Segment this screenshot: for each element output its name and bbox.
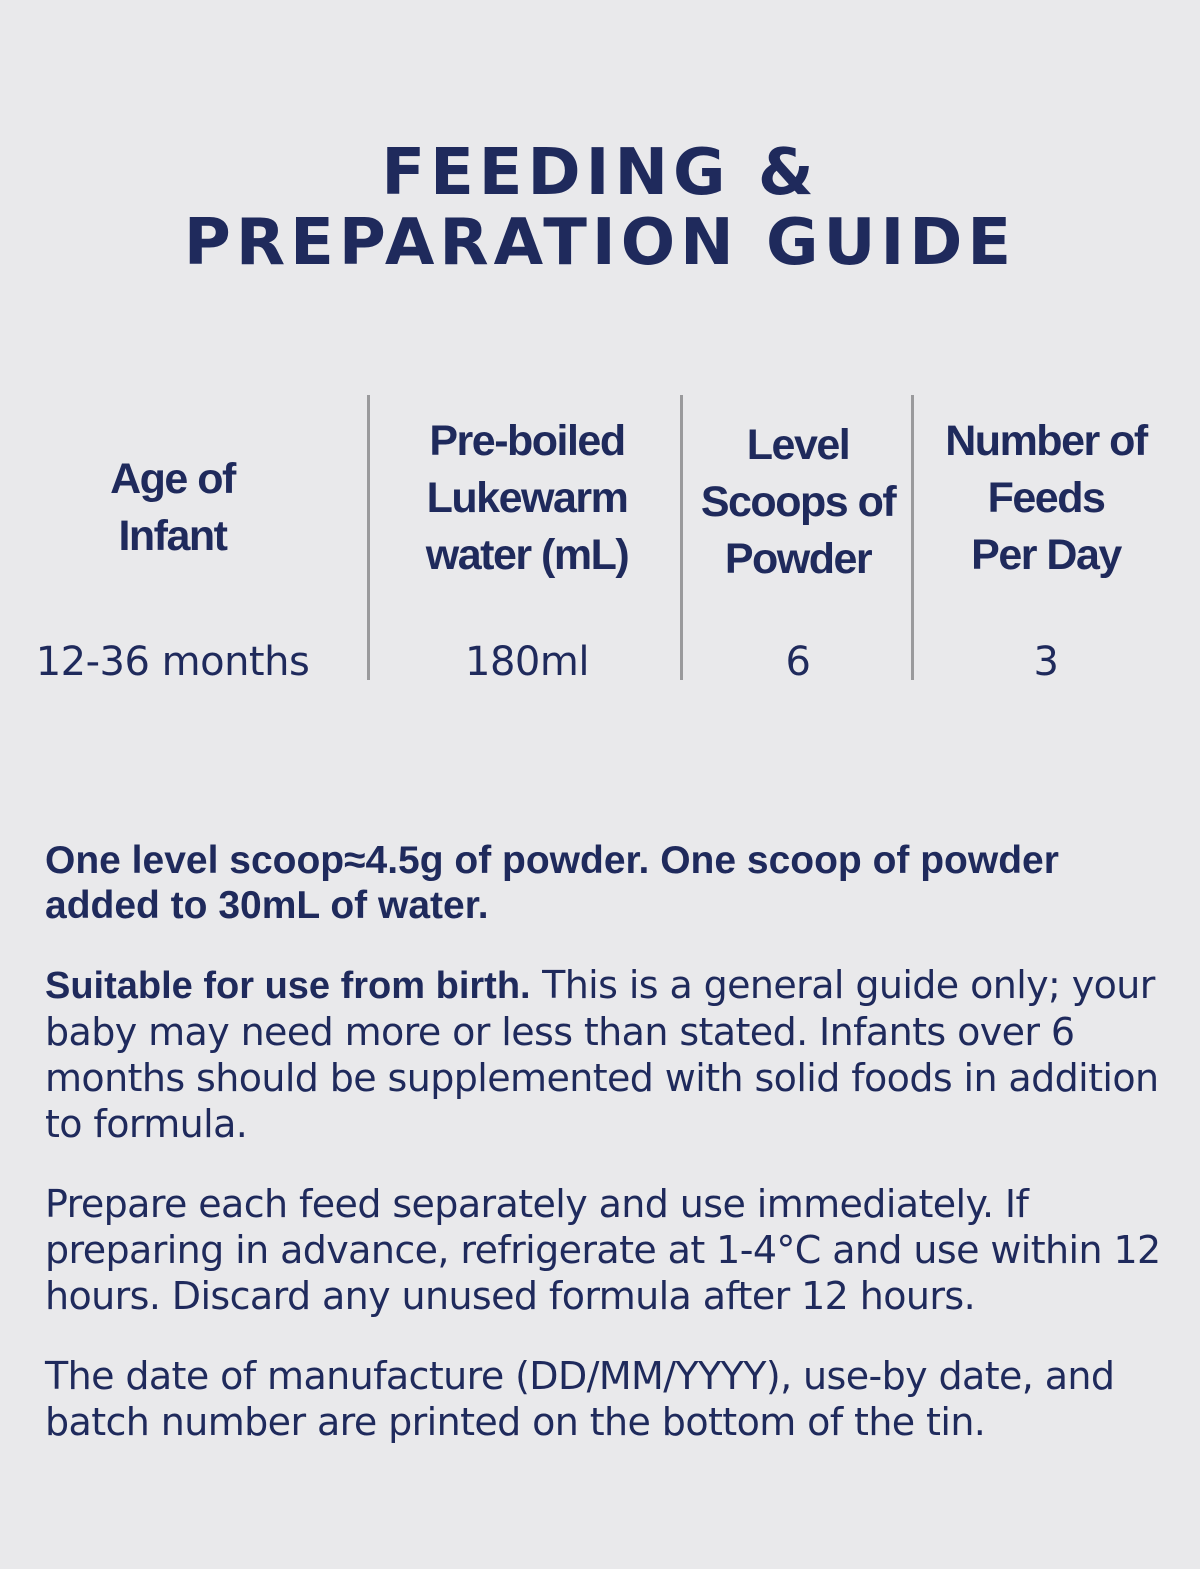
column-divider xyxy=(367,395,370,680)
title-line-1: FEEDING & xyxy=(381,136,819,210)
column-divider xyxy=(911,395,914,680)
page-title xyxy=(0,138,1200,278)
title-line-2: PREPARATION GUIDE xyxy=(183,206,1017,280)
header-feeds: Number of Feeds Per Day xyxy=(945,417,1147,579)
cell-water: 180ml xyxy=(465,639,589,685)
instructions xyxy=(45,838,1175,1479)
column-age xyxy=(0,395,345,685)
scoop-info: One level scoop≈4.5g of powder. One scoop of powder added to 30mL of water. xyxy=(45,839,1059,927)
cell-age: 12-36 months xyxy=(35,639,310,685)
column-divider xyxy=(680,395,683,680)
date-info-note: The date of manufacture (DD/MM/YYYY), use-by date, and batch number are printed on the bottom of the tin. xyxy=(45,1354,1115,1444)
cell-feeds: 3 xyxy=(1033,639,1059,685)
preparation-note: Prepare each feed separately and use immediately. If preparing in advance, refrigerate at 1-4°C and use within 12 hours. Discard any unused formula after 12 hours. xyxy=(45,1182,1161,1318)
cell-scoops: 6 xyxy=(785,639,811,685)
suitability-text: This is a general guide only; your baby may need more or less than stated. Infants over 6 months should be supplemented with solid foods in addition to formula. xyxy=(45,963,1159,1146)
header-water: Pre-boiled Lukewarm water (mL) xyxy=(425,417,629,579)
header-age-of-infant: Age of Infant xyxy=(110,455,235,560)
column-water xyxy=(372,395,682,685)
suitability-note xyxy=(45,962,1175,1147)
feeding-table xyxy=(0,395,1200,685)
column-feeds xyxy=(916,395,1176,685)
column-scoops xyxy=(684,395,912,685)
suitability-lead: Suitable for use from birth. xyxy=(45,965,531,1007)
header-scoops: Level Scoops of Powder xyxy=(700,421,896,583)
